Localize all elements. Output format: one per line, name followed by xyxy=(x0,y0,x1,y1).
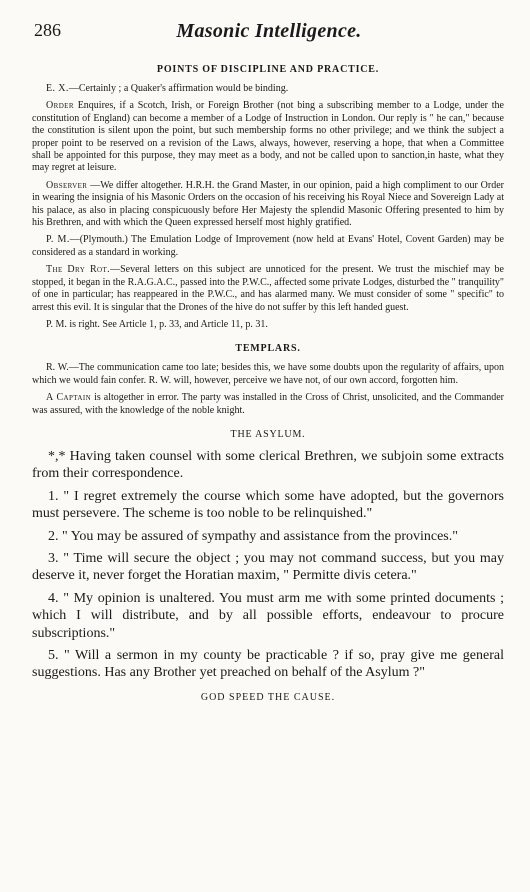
paragraph-lead: A Captain xyxy=(46,392,92,404)
closing-line: GOD SPEED THE CAUSE. xyxy=(200,691,336,703)
paragraph xyxy=(32,234,504,259)
section-heading-asylum: THE ASYLUM. xyxy=(230,428,306,440)
section-heading-discipline: POINTS OF DISCIPLINE AND PRACTICE. xyxy=(156,64,380,75)
page-content xyxy=(32,64,504,703)
paragraph-text: —Certainly ; a Quaker's affirmation would be binding. xyxy=(68,83,289,94)
paragraph-text: —Several letters on this subject are unnoticed for the present. We trust the mischief may be stopped, it began in the R.A.G.A.C., passed into the P.W.C., affected some private Lodges, disturbed the " tranquility" of one in particular; has reappeared in the P.W.C., and has alarmed many. We must consider of some " specific" to arrest this evil. It is singular that the Drones of the hive do not suffer by this left handed guest. xyxy=(32,264,504,313)
page-header xyxy=(34,20,504,48)
paragraph xyxy=(32,362,504,387)
section-heading-templars: TEMPLARS. xyxy=(235,343,301,355)
paragraph xyxy=(32,392,504,417)
paragraph xyxy=(32,100,504,174)
paragraph-text: —(Plymouth.) The Emulation Lodge of Improvement (now held at Evans' Hotel, Covent Garden) may be considered as a standard in working. xyxy=(32,234,504,258)
paragraph-lead: E. X. xyxy=(46,83,69,94)
paragraph-lead: R. W. xyxy=(46,362,69,374)
paragraph-text: —The communication came too late; besides this, we have some doubts upon the regularity of affairs, upon which we would fain confer. R. W. will, however, perceive we have not, of our own accord, forgotten him. xyxy=(32,362,504,386)
paragraph: 3. " Time will secure the object ; you may not command success, but you may deserve it, never forget the Horatian maxim, " Permitte divis cetera." xyxy=(32,550,504,584)
paragraph xyxy=(32,264,504,314)
paragraph: 5. " Will a sermon in my county be practicable ? if so, pray give me general suggestions. Has any Brother yet preached on behalf of the Asylum ?" xyxy=(32,648,504,681)
paragraph xyxy=(32,83,504,95)
paragraph-text: is right. See Article 1, p. 33, and Article 11, p. 31. xyxy=(66,318,268,330)
paragraph-lead: P. M. xyxy=(46,234,70,246)
running-title: Masonic Intelligence. xyxy=(176,20,362,42)
paragraph: 4. " My opinion is unaltered. You must arm me with some printed documents ; which I will distribute, and by all possible efforts, endeavour to procure subscriptions." xyxy=(32,590,504,641)
page-number: 286 xyxy=(34,20,61,40)
paragraph: *,* Having taken counsel with some clerical Brethren, we subjoin some extracts from their correspondence. xyxy=(32,448,504,482)
paragraph: 1. " I regret extremely the course which some have adopted, but the governors must persevere. The scheme is too noble to be relinquished." xyxy=(32,488,504,522)
paragraph-lead: Observer xyxy=(46,179,88,191)
paragraph: 2. " You may be assured of sympathy and assistance from the provinces." xyxy=(48,528,458,544)
paragraph-lead: P. M. xyxy=(46,318,67,330)
paragraph-lead: The Dry Rot. xyxy=(46,264,111,276)
paragraph xyxy=(32,180,504,230)
paragraph xyxy=(32,319,504,331)
paragraph-text: —We differ altogether. H.R.H. the Grand Master, in our opinion, paid a high compliment to our Order in wearing the insignia of his Masonic Orders on the occasion of his receiving his Royal Niece and Sovereign Lady at his palace, as also in placing conspicuously before Her Majesty the splendid Masonic Offering presented to him by his Brethren, and with which the Queen expressed herself most highly gratified. xyxy=(32,179,504,229)
paragraph-lead: Order xyxy=(46,100,74,112)
paragraph-text: is altogether in error. The party was installed in the Cross of Christ, unsolicited, and the Commander was assured, with the knowledge of the noble knight. xyxy=(32,392,504,416)
paragraph-text: Enquires, if a Scotch, Irish, or Foreign Brother (not bing a subscribing member to a Lodge, under the constitution of England) can become a member of a Lodge of Instruction in London. Our reply is " he can," because the constitution is silent upon the point, but such membership forms no other privilege; and we think the subject a proper point to be reserved on a revision of the Laws, always, however, reserving a hope, that when a Committee shall be appointed for this purpose, they may meet as a body, and not be called upon to sanction,in haste, what they may regret at leisure. xyxy=(32,100,504,174)
